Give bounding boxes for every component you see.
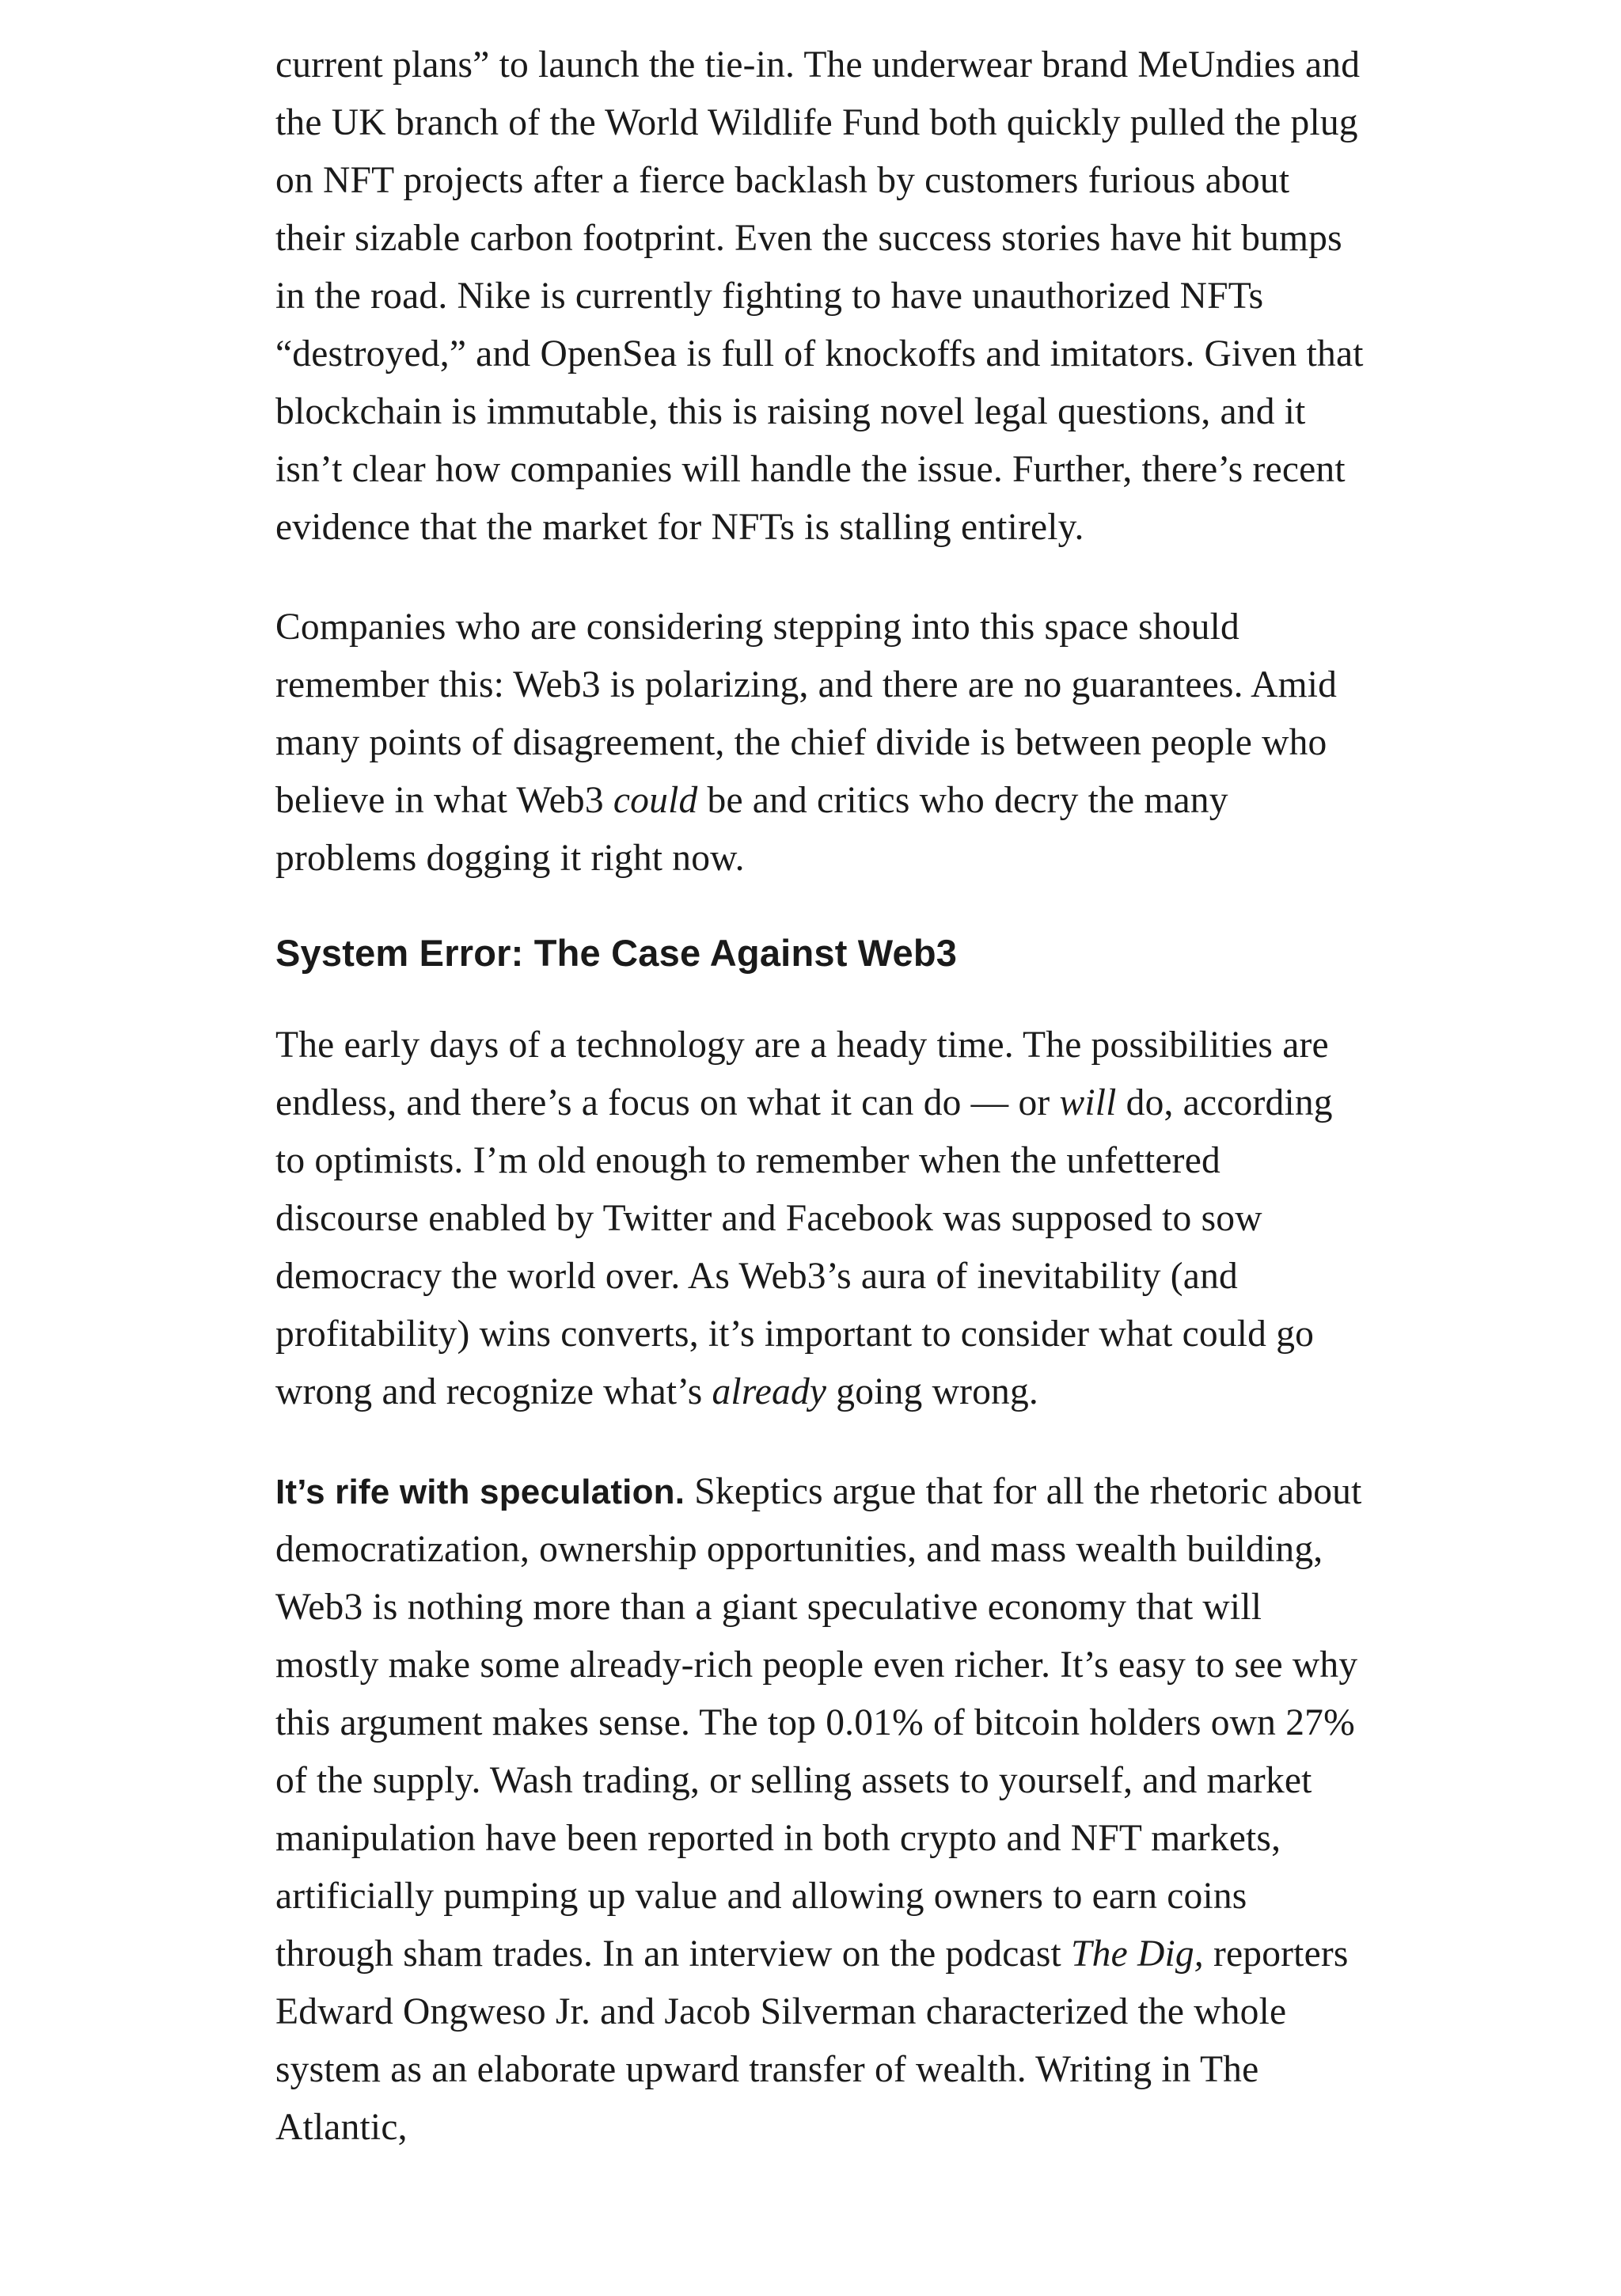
emphasis-text: already (712, 1371, 827, 1412)
article-paragraph (275, 36, 1368, 557)
article-paragraph (275, 1017, 1368, 1421)
paragraph-text: The early days of a technology are a heady time. The possibilities are endless, and there’s a focus on what it can do — or (275, 1024, 1329, 1123)
paragraph-text: do, according to optimists. I’m old enough to remember when the unfettered discourse enabled by Twitter and Facebook was supposed to sow democracy the world over. As Web3’s aura of inevitability (and profitability) wins converts, it’s important to consider what could go wrong and recognize what’s (275, 1082, 1333, 1412)
article-paragraph (275, 599, 1368, 888)
emphasis-text: could (613, 780, 698, 821)
paragraph-text: be and critics who decry the many problems dogging it right now. (275, 780, 1228, 879)
paragraph-text: Companies who are considering stepping into this space should remember this: Web3 is polarizing, and there are no guarantees. Amid many points of disagreement, the chief divide is between people who believe in what Web3 (275, 606, 1338, 821)
paragraph-text: reporters Edward Ongweso Jr. and Jacob Silverman characterized the whole system as an elaborate upward transfer of wealth. Writing in The Atlantic, (275, 1933, 1349, 2148)
emphasis-text: will (1059, 1082, 1117, 1123)
paragraph-text: current plans” to launch the tie-in. The underwear brand MeUndies and the UK branch of the World Wildlife Fund both quickly pulled the plug on NFT projects after a fierce backlash by customers furious about their sizable carbon footprint. Even the success stories have hit bumps in the road. Nike is currently fighting to have unauthorized NFTs “destroyed,” and OpenSea is full of knockoffs and imitators. Given that blockchain is immutable, this is raising novel legal questions, and it isn’t clear how companies will handle the issue. Further, there’s recent evidence that the market for NFTs is stalling entirely. (275, 44, 1364, 548)
paragraph-text: going wrong. (826, 1371, 1039, 1412)
paragraph-lead-bold: It’s rife with speculation. (275, 1473, 685, 1511)
section-heading: System Error: The Case Against Web3 (275, 932, 958, 974)
emphasis-text: The Dig, (1071, 1933, 1204, 1975)
paragraph-text: Skeptics argue that for all the rhetoric about democratization, ownership opportunities, and mass wealth building, Web3 is nothing more than a giant speculative economy that will mostly make some already-rich people even richer. It’s easy to see why this argument makes sense. The top 0.01% of bitcoin holders own 27% of the supply. Wash trading, or selling assets to yourself, and market manipulation have been reported in both crypto and NFT markets, artificially pumping up value and allowing owners to earn coins through sham trades. In an interview on the podcast (275, 1471, 1362, 1975)
article-body (275, 36, 1368, 2199)
article-paragraph (275, 1463, 1368, 2157)
